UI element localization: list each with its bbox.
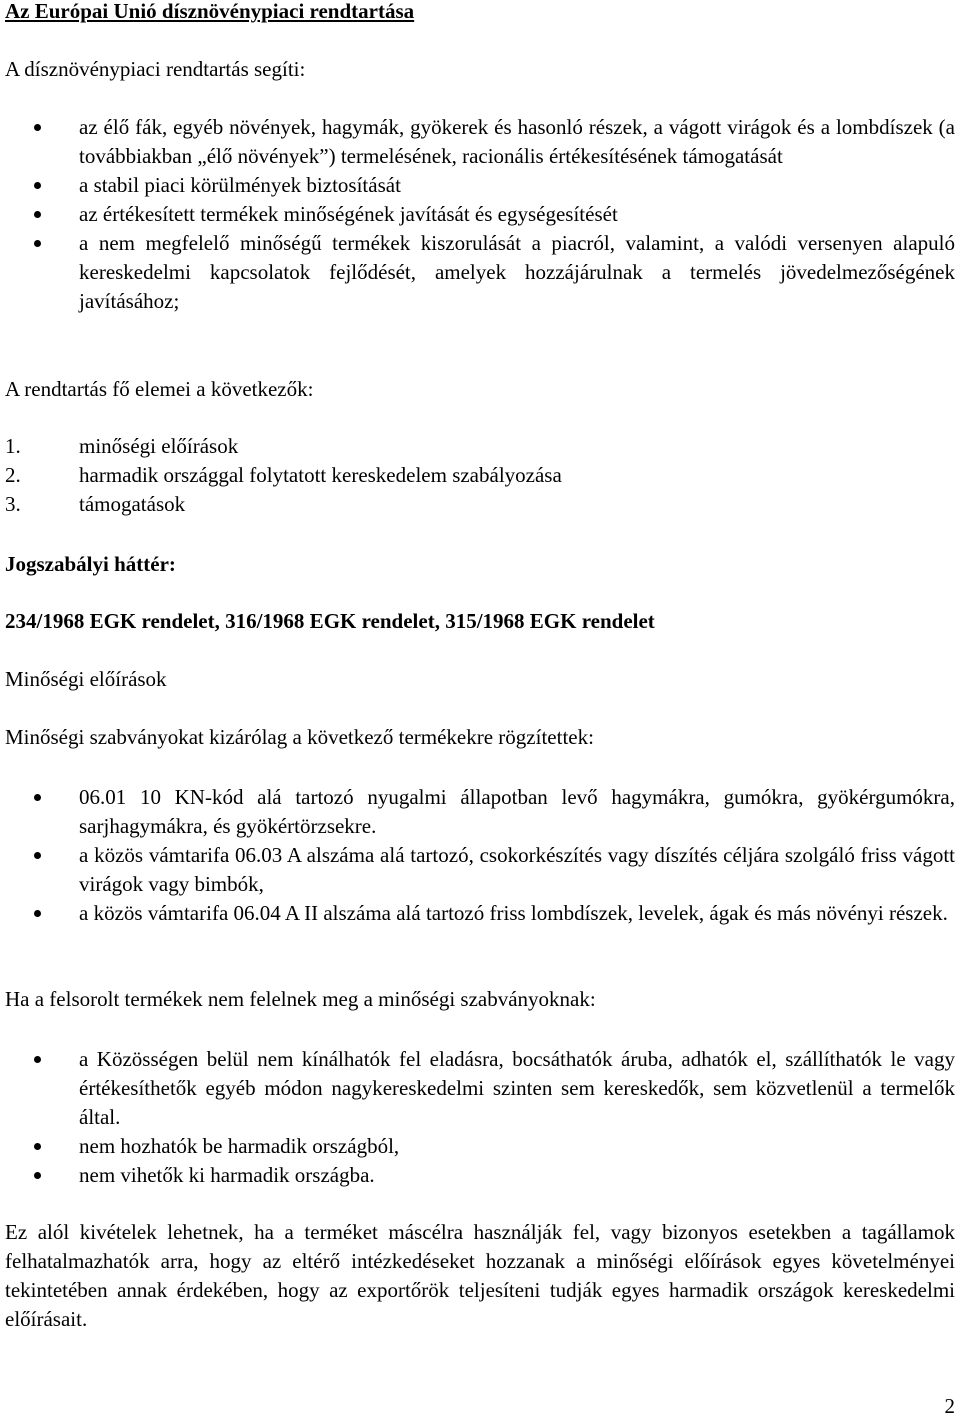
list-item: az élő fák, egyéb növények, hagymák, gyökerek és hasonló részek, a vágott virágok és a lombdíszek (a továbbiakban „élő növények”) termelésének, racionális értékesítésének támogatását [5, 113, 955, 171]
list-item: a nem megfelelő minőségű termékek kiszorulását a piacról, valamint, a valódi versenyen alapuló kereskedelmi kapcsolatok fejlődését, amelyek hozzájárulnak a termelés jövedelmezőségének javításához; [5, 229, 955, 316]
intro-text: A dísznövénypiaci rendtartás segíti: [5, 57, 306, 81]
elements-intro: A rendtartás fő elemei a következők: [5, 377, 314, 401]
list-item: a közös vámtarifa 06.04 A II alszáma alá tartozó friss lombdíszek, levelek, ágak és más növényi részek. [5, 899, 955, 928]
elements-list [5, 432, 955, 519]
noncompliance-intro: Ha a felsorolt termékek nem felelnek meg a minőségi szabványoknak: [5, 987, 596, 1011]
bullet-icon [34, 852, 41, 859]
goals-list [5, 113, 955, 316]
bullet-icon [34, 1143, 41, 1150]
list-item: 1. minőségi előírások [5, 434, 239, 458]
bullet-icon [34, 182, 41, 189]
list-item: nem vihetők ki harmadik országba. [5, 1161, 955, 1190]
list-item: a stabil piaci körülmények biztosítását [5, 171, 955, 200]
bullet-icon [34, 211, 41, 218]
document-title: Az Európai Unió dísznövénypiaci rendtartása [5, 0, 415, 23]
legal-text: 234/1968 EGK rendelet, 316/1968 EGK rendelet, 315/1968 EGK rendelet [5, 609, 655, 633]
quality-list [5, 783, 955, 928]
bullet-icon [34, 124, 41, 131]
quality-heading: Minőségi előírások [5, 667, 167, 691]
exceptions-paragraph: Ez alól kivételek lehetnek, ha a terméket máscélra használják fel, vagy bizonyos esetekben a tagállamok felhatalmazhatók arra, hogy az eltérő intézkedéseket hozzanak a minőségi előírások egyes követelményei tekintetében annak érdekében, hogy az exportőrök teljesíteni tudják egyes harmadik országok kereskedelmi előírásait. [5, 1220, 955, 1331]
list-item: az értékesített termékek minőségének javítását és egységesítését [5, 200, 955, 229]
list-item: 3. támogatások [5, 492, 186, 516]
list-item: a Közösségen belül nem kínálhatók fel eladásra, bocsáthatók áruba, adhatók el, szállíthatók le vagy értékesíthetők egyéb módon nagykereskedelmi szinten sem kereskedők, sem közvetlenül a termelők által. [5, 1045, 955, 1132]
list-item: a közös vámtarifa 06.03 A alszáma alá tartozó, csokorkészítés vagy díszítés céljára szolgáló friss vágott virágok vagy bimbók, [5, 841, 955, 899]
bullet-icon [34, 1172, 41, 1179]
quality-intro: Minőségi szabványokat kizárólag a következő termékekre rögzítettek: [5, 725, 594, 749]
noncompliance-list [5, 1045, 955, 1190]
bullet-icon [34, 910, 41, 917]
bullet-icon [34, 240, 41, 247]
page-number: 2 [944, 1394, 955, 1418]
list-item: 2. harmadik országgal folytatott kereskedelem szabályozása [5, 463, 562, 487]
legal-heading: Jogszabályi háttér: [5, 552, 176, 576]
list-item: 06.01 10 KN-kód alá tartozó nyugalmi állapotban levő hagymákra, gumókra, gyökérgumókra, sarjhagymákra, és gyökértörzsekre. [5, 783, 955, 841]
bullet-icon [34, 1056, 41, 1063]
list-item: nem hozhatók be harmadik országból, [5, 1132, 955, 1161]
bullet-icon [34, 794, 41, 801]
